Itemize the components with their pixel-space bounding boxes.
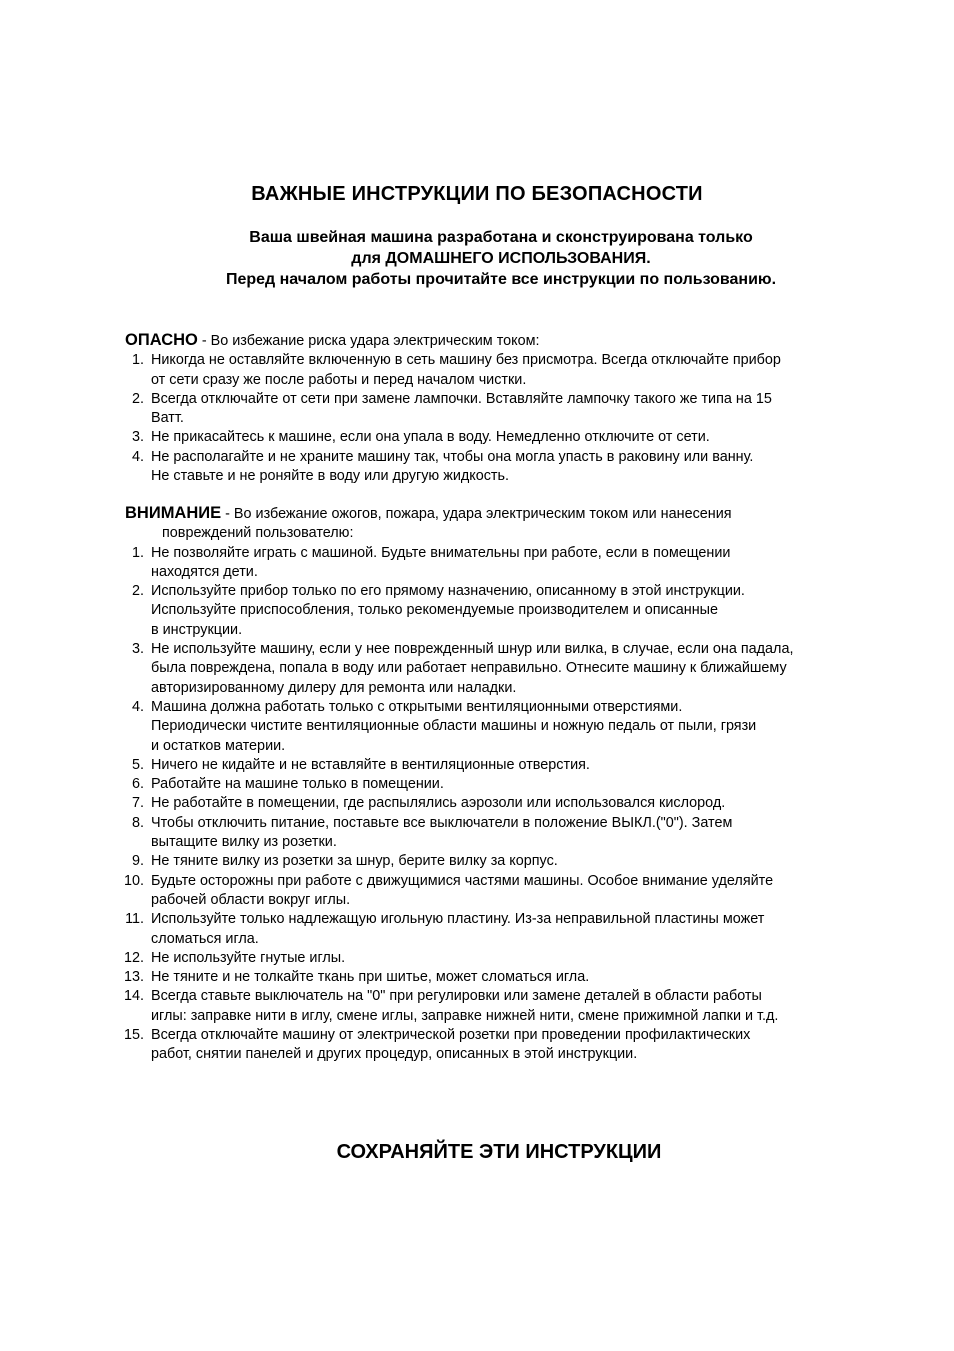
item-line: Всегда ставьте выключатель на "0" при регулировки или замене деталей в области работы [151,988,762,1005]
list-item [114,698,894,756]
item-line: вытащите вилку из розетки. [151,834,337,851]
item-line: Всегда отключайте от сети при замене лампочки. Вставляйте лампочку такого же типа на 15 [151,390,772,407]
warning-section [114,504,894,1065]
item-number: 14. [123,988,144,1005]
item-line: Не тяните и не толкайте ткань при шитье, может сломаться игла. [151,969,590,986]
item-line: иглы: заправке нити в иглу, смене иглы, заправке нижней нити, смене прижимной лапки и т.д. [151,1007,779,1024]
item-number: 2. [131,390,144,407]
item-line: Всегда отключайте машину от электрической розетки при проведении профилактических [151,1027,751,1044]
item-text [151,852,894,871]
item-line: Не работайте в помещении, где распылялись аэрозоли или использовался кислород. [151,795,726,812]
list-item [114,852,894,871]
item-number: 10. [123,872,144,889]
list-item [114,968,894,987]
item-number: 15. [123,1027,144,1044]
item-text [151,987,894,1026]
list-item [114,949,894,968]
item-text [151,1026,894,1065]
list-item [114,794,894,813]
item-number: 9. [131,853,144,870]
item-number: 4. [131,448,144,465]
item-line: Не располагайте и не храните машину так, чтобы она могла упасть в раковину или ванну. [151,448,754,465]
item-line: и остатков материи. [151,737,286,754]
item-line: работ, снятии панелей и других процедур, описанных в этой инструкции. [151,1046,638,1063]
item-number: 8. [131,814,144,831]
item-number: 1. [131,352,144,369]
item-text [151,949,894,968]
item-line: Не используйте гнутые иглы. [151,949,346,966]
item-text [151,775,894,794]
subtitle [0,227,954,290]
list-item [114,1026,894,1065]
item-line: Используйте прибор только по его прямому назначению, описанному в этой инструкции. [151,583,745,600]
item-text [151,390,894,429]
danger-list [114,351,894,486]
item-line: Никогда не оставляйте включенную в сеть машину без присмотра. Всегда отключайте прибор [151,352,781,369]
item-text [151,428,894,447]
item-text [151,872,894,911]
list-item [114,448,894,487]
warning-keyword: ВНИМАНИЕ [125,504,222,522]
item-number: 11. [125,911,144,928]
item-text [151,794,894,813]
warning-heading [114,504,894,544]
item-line: Машина должна работать только с открытыми вентиляционными отверстиями. [151,698,683,715]
item-text [151,448,894,487]
item-line: находятся дети. [151,563,258,580]
item-line: Периодически чистите вентиляционные области машины и ножную педаль от пыли, грязи [151,718,757,735]
item-number: 3. [131,641,144,658]
item-line: Не ставьте и не роняйте в воду или другую жидкость. [151,468,510,485]
subtitle-line: Перед началом работы прочитайте все инструкции по пользованию. [225,271,777,288]
list-item [114,544,894,583]
item-number: 13. [123,969,144,986]
item-line: Не тяните вилку из розетки за шнур, берите вилку за корпус. [151,853,558,870]
item-line: Будьте осторожны при работе с движущимися частями машины. Особое внимание уделяйте [151,872,774,889]
item-text [151,351,894,390]
item-line: Ничего не кидайте и не вставляйте в вентиляционные отверстия. [151,756,590,773]
item-line: Не используйте машину, если у нее поврежденный шнур или вилка, в случае, если она падала, [151,641,794,658]
danger-keyword: ОПАСНО [125,331,198,349]
list-item [114,390,894,429]
item-text [151,756,894,775]
item-line: сломаться игла. [151,930,259,947]
warning-list [114,544,894,1065]
item-text [151,814,894,853]
item-line: Используйте приспособления, только рекомендуемые производителем и описанные [151,602,719,619]
item-line: Используйте только надлежащую игольную пластину. Из-за неправильной пластины может [151,911,765,928]
item-number: 7. [131,795,144,812]
item-line: Чтобы отключить питание, поставьте все выключатели в положение ВЫКЛ.("0"). Затем [151,814,733,831]
list-item [114,910,894,949]
danger-section [114,331,894,486]
item-line: Не позволяйте играть с машиной. Будьте внимательны при работе, если в помещении [151,544,731,561]
item-line: рабочей области вокруг иглы. [151,891,351,908]
subtitle-line: для ДОМАШНЕГО ИСПОЛЬЗОВАНИЯ. [351,250,651,267]
item-text [151,544,894,583]
list-item [114,582,894,640]
item-line: Не прикасайтесь к машине, если она упала в воду. Немедленно отключите от сети. [151,429,710,446]
item-number: 12. [123,949,144,966]
item-number: 4. [131,698,144,715]
item-line: от сети сразу же после работы и перед началом чистки. [151,371,527,388]
subtitle-line: Ваша швейная машина разработана и сконструирована только [249,229,753,246]
list-item [114,640,894,698]
page-title: ВАЖНЫЕ ИНСТРУКЦИИ ПО БЕЗОПАСНОСТИ [251,183,703,205]
list-item [114,428,894,447]
list-item [114,351,894,390]
list-item [114,775,894,794]
item-text [151,640,894,698]
item-number: 1. [131,544,144,561]
item-text [151,910,894,949]
item-line: Работайте на машине только в помещении. [151,776,444,793]
danger-intro: - Во избежание риска удара электрическим током: [197,333,540,349]
list-item [114,756,894,775]
item-number: 6. [131,776,144,793]
item-number: 2. [131,583,144,600]
list-item [114,872,894,911]
list-item [114,814,894,853]
list-item [114,987,894,1026]
item-text [151,698,894,756]
item-line: была повреждена, попала в воду или работает неправильно. Отнесите машину к ближайшему [151,660,787,677]
footer-title: СОХРАНЯЙТЕ ЭТИ ИНСТРУКЦИИ [336,1141,662,1163]
item-text [151,582,894,640]
item-line: авторизированному дилеру для ремонта или наладки. [151,679,517,696]
warning-intro: - Во избежание ожогов, пожара, удара электрическим током или нанесения [221,506,732,522]
warning-intro-continued: повреждений пользователю: [162,525,354,542]
item-number: 3. [131,429,144,446]
item-number: 5. [131,756,144,773]
item-line: в инструкции. [151,621,243,638]
danger-heading [114,331,894,351]
item-line: Ватт. [151,410,184,427]
item-text [151,968,894,987]
